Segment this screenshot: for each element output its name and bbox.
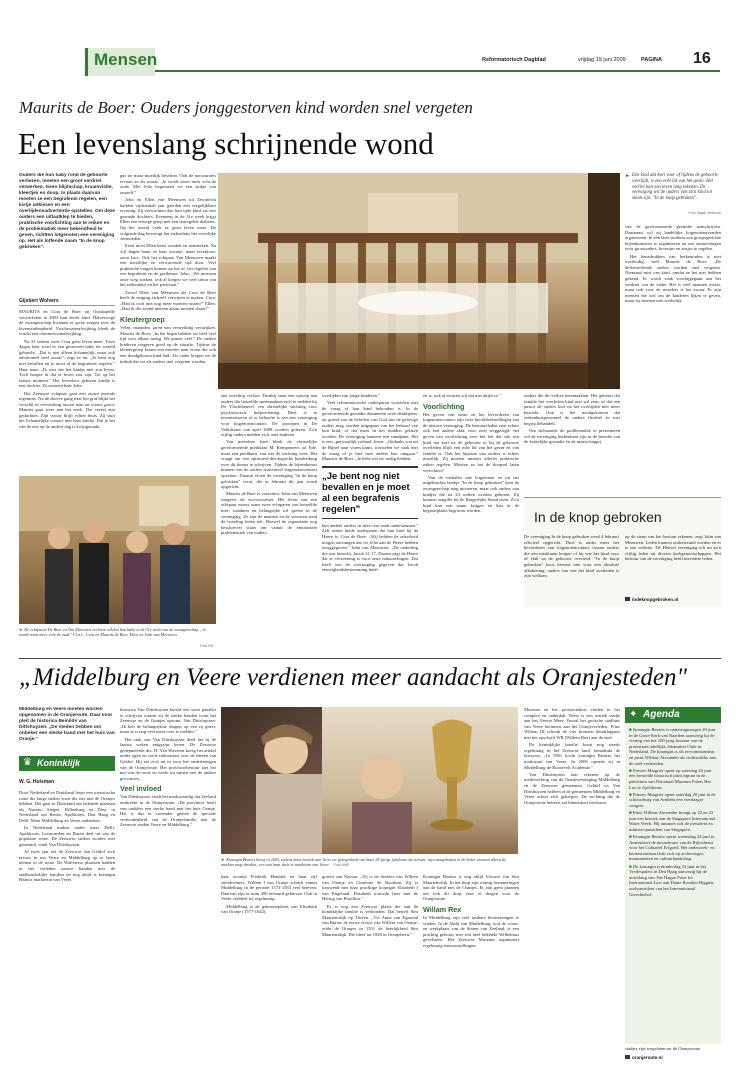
section-banner (85, 48, 158, 76)
story1-byline: Gijsbert Wolvers (19, 298, 59, 304)
header-rule (90, 70, 720, 72)
story1-intro (19, 173, 115, 308)
subhead-kleutergroep: Kleutergroep (120, 315, 165, 325)
paragraph: Het benadrukken van kerkenraden is niet overbodig, stelt Maurits de Boer. „De desbetreffende ouders worden snel vergeten. Niemand mist ons kind, omdat ze het niet hebben gekend. Er wordt vaak voorbijgegaan aan het verdriet van de vader. Het is veel mannen zwaar, maar ook voor de moeders is het zwaar. Er zijn mensen die wel om de kinderen lijken te geven, maar zij steunen niet werkelijk. (625, 253, 721, 304)
family-photo-caption (19, 627, 216, 649)
paragraph: pas ter maar moeilijk beseften. Ook de nacontroles ervaart ze als zwaar. „Je wordt nooit meer echt de oude. Met Jelte begrenzen we een stukje van onszelf." (120, 173, 216, 195)
page-header (0, 0, 738, 80)
square-bullet-icon: ■ (629, 727, 633, 732)
info-box-website[interactable] (625, 597, 678, 602)
paragraph: gravin van Nassau. „Zij is de dochter van Willem van Oranje en Charlotte de Bourbon. Zij is trouwend met haar prachtige koningin Elisabeth I van Engeland. Elisabeth trouwde later met de Hertog van Bouillon." (322, 874, 418, 902)
page-label: PAGINA (641, 57, 662, 63)
agenda-item-text: Koningin Beatrix is natertzagmorgen 20 juni in de Grote Kerk van Naarden aanwezig bij de viering van het 100-jarig bestaan van de protestants adellijke Johanniter Orde in Nederland. De koningin is als erecommandeur en prins Willem-Alexander als rechtsridder aan de orde verbonden. (629, 727, 716, 766)
paragraph: Zowel Ellen van Meeuwen als Cora de Boer heeft de neiging zichzelf verwijten te maken. Cora: „Had ik toch niet nog meer moeten rusten?" Ellen: „Had ik die avond meteen alarm moeten slaan?" (120, 289, 216, 312)
paragraph: Middelburg is de geboorteplaats van Elisabeth van Oranje (1577-1642). (221, 903, 317, 915)
paragraph: en is, ook al ervaren wij dat niet altijd zo." (423, 393, 502, 398)
paragraph: In Middelburg zijn veel tastbare herinneringen te vinden. In de Abdij van Middelburg, ooit de woon- en werkplaats van de Staten van Zeeland, is een prachtig gebouw met een heel bekende Wilhelmus gevelsteen. Het Zeeuwse Museum organiseert regelmatig tentoonstellingen. (423, 914, 519, 948)
paragraph: van de gereformeerde gezindte aanschrijven. Daarnaast wil zij landelijke lotgenotenavonden organiseren. In een later stadium zou groepsgerichte bijeenkomsten te organiseren en om ontmoetingen voor grootouders, broertjes en zusjes te regelen. (625, 224, 721, 252)
paragraph: Maurits de Boer is voorzitter, John van Meeuwen fungeert als vicevoorzitter. Het leven van een echtpaar moest soms twee echtparen van hetzelfde mee- maakten en belangrijke rol spelen in de vereniging. Ze zijn de mannen en de vrouwen rond de tweeling leden telt. Hoewel de organisatie nog beschreven staan om vanuit de emotionele problematiek van ouders. (221, 491, 317, 536)
square-bullet-icon: ■ (629, 767, 633, 773)
paragraph: Van Dittshuyzen kan rekenen op de medewerking van de Oranjevereniging Middelburg en de Zeeuwse gemeenten. Geldof en Van Dittshuyzen hebben al de gemeenten Middelburg en Veere achter zich gekregen. De stichting die de Oranjeroute beheert zal binnenkort beslissen. (524, 771, 620, 805)
newspaper-name: Reformatorisch Dagblad (482, 57, 546, 63)
cup-illustration (322, 707, 518, 854)
paragraph: historica Van Dittshuyzen bereid een soort pamflet te schrijven waarin zij de sterke banden toont het Zeeuwse en de Oranjes opsomt. Van Dittshuyzen: „Ik heb de belangrijkste dingen op een rij gezet, maar er is nog veel meer over te melden." (120, 707, 216, 735)
footer-text: stadjes zijn toegelaten tot de Oranjeroute. (625, 1046, 702, 1051)
family-photo-credit: Foto RD (200, 644, 214, 648)
agenda-list (629, 727, 717, 1007)
paragraph: Koningin Beatrix is nog altijd Vrouwe van Sint Maartensdijk. In het dorp zijn weinig herinneringen aan de band met de Oranjes. Er zijn geen plannen om ook dit dorp voor te dragen voor de Oranjeroute. (423, 874, 519, 902)
square-bullet-icon: ■ (629, 834, 633, 840)
story2-byline: W. G. Hulsman (19, 779, 55, 785)
agenda-item (629, 810, 717, 832)
paragraph: overlijden van jonge kinderen." (322, 393, 381, 398)
crib-illustration (218, 173, 620, 389)
koninklijk-text: Koninklijk (37, 758, 81, 768)
info-box-heading: In de knop gebroken (534, 509, 662, 525)
star-icon: ✦ (629, 709, 638, 720)
paragraph: Al twee jaar zet de Zeeuwse Jan Geldof zich ervoor in om Veere en Middelburg op te laten nemen in de route. De Walcherse plaatsen hadden in het verleden nauwe banden met de stadhouderlijke families en nog altijd is koningin Beatrix markiezin van Veere. (19, 849, 115, 883)
story1-column-3 (221, 393, 317, 607)
paragraph: De vereniging In de knop gebroken werd 4 februari officieel opgericht. Doel is onder meer het bevorderen van lotgenotencontact tussen ouders die een miskraam kregen of bij wie het kind voor of vlak na de geboorte overleed. "In de knop gebroken" koos bewust niet voor een absolute afbakening: ouders van wie het kind overleden is zijn welkom. (524, 534, 619, 579)
website-link[interactable]: indeknopgebroken.nl (632, 597, 679, 602)
paragraph: John en Ellen van Meeuwen uit Dordrecht hadden vijftienhalf jaar geleden een vergelijkbare ervaring. Zij verwachten dan hun tijde kind, na vier gezonde dochters. Eveneens in de 31e week krijgt Ellen een ietwige griep met een ontregelde diabetes. Op die avond voelt ze geen leven meer. De volgende dag bevestigt het ziekenhuis het vreselijke vermoeden. (120, 196, 216, 242)
caption-text: Koningin Beatrix kreeg in 2005, tijdens haar bezoek aan Veere ter gelegenheid van haar 25-jarige jubileum als vorstin, wijn aangeboden in de beker waaruit alleen de markies mag drinken; een van haar titels is markiezin van Veere. (221, 857, 507, 868)
agenda-item (629, 727, 717, 766)
agenda-item (629, 792, 717, 809)
crown-icon: ♛ (23, 757, 32, 768)
photo-quote-text: Een kind dat kort voor of tijdens de geboorte overlijdt, is een echt lid van het gezin. Het verlies kan een leven lang tekenen. De vereniging wil de ouders van zo'n kind tot steun zijn. "In de knop gebroken". (632, 173, 719, 202)
paragraph: Het geven van steun en het bevorderen van lotgenotencontact zijn twee hoofddoelstellingen van de nieuwe vereniging. De bestuursleden zien echter ook een andere taak voor zich weggelegd: het geven van voorlichting over het feit dat ook een kind dat kort na de geboorte of bij de geboorte overleden blijft een echt lid van het gezin en van familie is. Ook het bijstaan van ouders is echter moeilijk. Zij moeten immers allerlei praktische zaken regelen. Moeten ze het de doopsel laten verrichten? (423, 411, 519, 473)
story2-column-1 (19, 790, 115, 1044)
triangle-bullet-icon: ► (19, 627, 25, 632)
paragraph: ouders die dit verlies meemaakten. Het gebeurt dat familie het overleden kind niet wil zien, of dat een pastor de ouders kort na het overlijden niet meer bezoekt. Ook is het noodgekomen dat ziekenhuispersoneel de ouders flexibel en met begrip behandelt. (524, 393, 620, 426)
cup-photo (322, 707, 518, 854)
subhead-willam-rex: Willam Rex (423, 904, 462, 914)
caption-text: De echtparen De Boer en Van Meeuwen verloren allebei hun baby in de 31e week van de zwangerschap. „Je wordt nooit meer echt de oude" V.l.n.r.: Cora en Maurits de Boer, Ellen en John van Meeuwen. (19, 627, 207, 638)
website-link[interactable]: oranjeroute.nl (632, 1055, 663, 1060)
oranjeroute-website[interactable] (625, 1055, 663, 1060)
agenda-title: Agenda (643, 709, 680, 720)
family-photo (19, 476, 216, 624)
story1-headline: Een levenslang schrijnende wond (18, 126, 434, 161)
square-bullet-icon: ■ (629, 791, 633, 797)
info-box-column-2 (625, 534, 721, 594)
agenda-item (629, 768, 717, 790)
agenda-item-text: Koningin Beatrix opent woensdag 24 juni in Amersfoort de nieuwbouw van de Rijksdienst voor het Cultureel Erfgoed. Het onderzoek- en kenniscentrum richt zich op archeologie, monumenten en cultuurlandschap. (629, 834, 715, 862)
paragraph: MAURITS en Cora de Boer uit Oostkapelle verwachtten in 2003 hun derde kind. Halverwege de zwangerschap kwamen er grote zorgen over de levensvatbaarheid. Vruchtwaterafwijking bleek de vrucht een chromosoomafwijking. (19, 309, 115, 337)
story2-column-2 (120, 707, 216, 1044)
subhead-veel-invloed: Veel invloed (120, 784, 162, 794)
paragraph: In Nederland maken onder meer Delft, Apeldoorn, Leeuwarden en Buren deel uit van de populaire route. De Zeeuwse steden worden niet genoemd, vindt Van Dittshuyzen. (19, 825, 115, 847)
story1-column-2 (120, 173, 216, 471)
story1-column-4 (322, 393, 418, 607)
photo-quote-credit: Foto Sjaak Verboom (688, 211, 721, 215)
link-icon (625, 597, 630, 601)
story1-kicker: Maurits de Boer: Ouders jonggestorven kind worden snel vergeten (19, 98, 473, 117)
story1-column-7 (625, 224, 721, 493)
byline-rule (19, 305, 115, 306)
subhead-voorlichting: Voorlichting (423, 401, 465, 411)
info-box-column-1 (524, 534, 619, 606)
paragraph: Door Nederland en Duitsland loopt een toeristische route die langs steden voert die iets met de Oranjes hebben. Het gaat in Duitsland om bekende plaatsen als Nassau, Siegen, Dillenburg en Diez, in Nederland om Breda, Apeldoorn, Den Haag en Delft. Maar Middelburg en Veere ontbreken. (19, 790, 115, 823)
paragraph: De koninklijke familie komt nog steeds regelmatig in het Zeeuwse land, benadrukt de historica. „In 1981 kocht koningin Beatrix het markizaat van Veere. In 2006 opende zij in Middelburg de Roosevelt Academie." (524, 742, 620, 770)
story1-column-5 (423, 393, 519, 607)
crib-photo (218, 173, 620, 389)
paragraph: op de steun van het bestuur rekenen, zegt John van Meeuwen. Leden kunnen ondersteund worden en er is een website. De Heuvel vereniging telt nu zo'n vijftig leden uit diverse kerkgenootschappen. Het bestuur van de vereniging heeft meerdere leden. (625, 534, 721, 562)
paragraph: Na 31 weken voelt Cora geen leven meer. Twee dagen later werd er een gestorven baby ter wereld gebracht. „Dat is niet alleen lichamelijk, maar ook emotioneel heel zwaar", zegt ze nu. „Je bent nog niet bevallen en je moet al de begrafenis regelen." Haar man: „Ik wist dat het kindje niet zou leven. Toch hoopte ik dat er leven zou zijn. Tot op het laatste moment." Het levenloos geboren kindje is een dochter. Ze noemen haar Jelte. (19, 338, 115, 389)
paragraph: Van de verhalen van lotgenoten en uit het uitgebrachte boekje "In de knop gebroken" kent de zwangerschap mag uitvoeren, maar ook ouders van kindjes die na 24 weken worden geboren. Zij kunnen aangifte bij de Burgerlijke Stand doen. Zo'n kind kan een naam krijgen en kan in de begraafplaats begraven worden. (423, 474, 519, 514)
triangle-bullet-icon: ► (221, 857, 227, 862)
paragraph: een tweeling verloor. Daarbij staat een oproep aan ouders die hetzelfde meemaakten zich te melden bij De Vluchtheuvel, een christelijke stichting voor psychosociale hulpverlening. Doel is te inventariseren of er behoefte is aan een vereniging voor lotgenotencontact. De oproepen in De Volkskrant van april 2008 worden gelezen. Zo'n vijftig ouders melden zich, met anderen. (221, 393, 317, 438)
page-number: 16 (693, 50, 711, 67)
story1-intro-text: Ouders die hun baby rond de geboorte verliezen, moeten een groot verdriet verwerken. Geen blijdschap, kraamvisite, kleertjes en doop. In plaats daarvan moeten ze een begrafenis regelen, een kistje uitkiezen en een overlijdensadvertentie opstellen. Om deze ouders een uitlaatklep te bieden, praktische voorlichting aan te reiken en de problematiek meer bekendheid te geven, richtten lotgenoten een vereniging op. Het als lotfende naam "In de knop gebroken". (19, 173, 115, 250)
square-bullet-icon: ■ (629, 810, 633, 816)
paragraph: Eerst moet Ellen beter worden en aansterken. Na vijf dagen baart ze haar zoontje, maar levenloos: zoon Jaco. Ook het echtpaar Van Meeuwen maakt een moeilijke en verwarrende tijd door. Veel praktische vragen komen op het af, het regelen van een begrafenis en de grafkeuze. John: „We moesten onze weg zoeken, ook al kregen we veel steun van het ziekenhuis en het pastoraat." (120, 243, 216, 288)
agenda-item-text: De koningin is donderdag 25 juni in het Vredespaleis in Den Haag aanwezig bij de uitreiking van The Hague Prize for International Law aan Dame Rosalyn Higgins, oud-president van het Internationaal Gerechtshof. (629, 863, 715, 897)
agenda-item (629, 834, 717, 862)
queen-photo-credit: Foto ANP (333, 863, 350, 868)
story-divider (19, 658, 721, 659)
story1-column-6 (524, 393, 620, 493)
agenda-footer-text (625, 1046, 721, 1053)
story2-intro (19, 707, 115, 751)
story2-column-3 (221, 874, 317, 1044)
paragraph: Velen, maanden, jaren van verwerking verstrijken. Maurits de Boer: „In het begin hebben we heel veel tijd voor elkaar nodig. We praten veel." De oudere kinderen reageren goed op de situatie. Tijdens de kleutergroep kwam een moeder naar voren die ook een doodgeboren kind had. Als vader kregen we de indruk dat we als ouders snel vergeten worden. (120, 325, 216, 364)
paragraph: Van Dittshuyzen vindt het merkwaardig dat Zeeland ontbreekt in de Oranjeroute. „De provincie heeft van oudsher een sterke band met het huis Oranje. Het is dus te vreemder gezien de speciale verbondenheid van de Oranjefamilie met de Zeeuwse steden Veere en Middelburg." (120, 794, 216, 828)
triangle-bullet-icon: ► (625, 174, 630, 179)
link-icon (625, 1055, 630, 1059)
story2-column-4 (322, 874, 418, 1044)
photo-quote-box (625, 173, 721, 218)
paragraph: haar zoontje Frederik Hendrik en haar vijf stiefdochters. Willem I van Oranje schrijft vanuit Middelburg in de periode 1573-1583 veel brieven. Daarvan zijn er ruim 300 bewaard gebleven. Ook in Veere verbleef hij regelmatig. (221, 874, 317, 902)
agenda-item-text: Prinses Margriet opent zaterdag 20 juni in de schouwburg van Arnhem een vierdaagse congres. (629, 791, 716, 808)
paragraph: Om stilstaande de problematiek te presenteren wil de vereniging herkenbaar zijn in de breedte van de kerkelijke gezindte en de maatschappij. (524, 428, 620, 445)
agenda-header (625, 707, 721, 723)
agenda-item-text: Prins Willem-Alexander brengt op 22 en 23 juni een bezoek aan de Singapore International Water Week. Hij ontmoet ook de president en minister-president van Singapore. (629, 810, 716, 832)
story1-column-1 (19, 309, 115, 471)
paragraph: ken andere ouders in deze tere zaak ondersteunen." Zelf weten beide ouderparen dat hun kind bij de Heere is. Cora de Boer: „Wij hebben de zekerheid mogen ontvangen dat we Jelte aan de Heere hebben teruggegeven." John van Meeuwen: „De onderling die ons besocht, Jacob 31:17. Daarin zegt de Heere dat er verzoening is voor onze nakomelingen. Dat heeft ons de overtuiging gegeven dat Jacob eeuwigheidsbestemming heeft. (322, 522, 418, 573)
agenda-box (625, 707, 721, 1044)
story2-column-5 (423, 874, 519, 1044)
square-bullet-icon: ■ (629, 863, 633, 869)
pullquote-text: „Je bent nog niet bevallen en je moet al een begrafenis regelen" (322, 470, 410, 515)
story2-intro-text: Middelburg en Veere moeten worden opgenomen in de Oranjeroute. Daar voor pleit de historica Beinilds van Dittshuyzen. „De steden hebben om onbeker een sterke band met het huis van Oranje." (19, 707, 115, 742)
family-illustration (19, 476, 216, 624)
story2-column-6 (524, 707, 620, 1044)
koninklijk-label (19, 756, 115, 771)
paragraph: Museum en het provinciehuis vinden in het complex en onderdak. Veere is een rustiek stadje aan het Veerse Meer. Vooral het gotische stadhuis van Veere herinnert aan het Oranjeverleden. Prins Willem III schonk de vier bronzen deurkloppers met het opschrift WR (Willem Rex) aan de stad. (524, 707, 620, 740)
paragraph: Veel reformatorische ouderparen worstelen met de vraag of hun kind behouden is. In de gereformeerde gezindte domineren twee denklijnen: op grond van de beloften van God aan de gelovige ouders mag worden uitgegaan van het behoud van hun kind, of dat moet in het midden gelaten worden. De vereniging hanteert een standpunt. Het is een „persoonlijk verhaal, Jezus. „Ondanks wat uit de Bijbel naar voren komt, worstelen we vaak met de vraag of je hier mee anders kan omgaan." Mauritis de Boer. „Je hebt wat we nodig hebben. (322, 400, 418, 462)
agenda-item (629, 864, 717, 898)
info-box (524, 497, 721, 607)
paragraph: Het Zeeuwse echtpaar gaat een zware periode tegemoet. Na de droeve gang naar het graf blijkt het verschil in verwerking tussen man en vrouw groot. Maurits gaat weer aan het werk. Dat verzet zijn gedachten. Zijn vrouw blijft echter thuis. Zij stuit het lichamelijke contact met haar kindje. Dat je het van de ene op de andere dag is kwijtgeraakt. (19, 390, 115, 430)
pullquote (322, 466, 418, 519)
agenda-item-text: Prinses Margriet opent op zaterdag 20 juni een herstelde historisch uitzichtpunt in de paleistuin van Nationaal Museum Paleis Het Loo te Apeldoorn. (629, 767, 712, 790)
story2-headline: „Middelburg en Veere verdienen meer aandacht als Oranjesteden" (19, 664, 687, 691)
paragraph: Er is nog een Zeeuwse plaats die aan de koninklijke familie is verbonden. Dat betreft Sint Maartensdijk op Tholen. „Via Anna van Egmond van Buren, de eerste vrouw van Willem van Oranje, erfde de Oranjes in 1551 de heerlijkheid Sint Maartensdijk. Die bleef tot 1828 in Oranjebezit." (322, 903, 418, 937)
queen-photo-caption (221, 857, 518, 871)
issue-date: vrijdag 19 juni 2009 (578, 57, 626, 63)
section-title: Mensen (94, 50, 158, 69)
paragraph: Van meerdere kant bleek de christelijke gereformeerde predikant M. Kempeneers uit Ede, maar een predikant, van wie de stichting weet. Het vraagt om een spiritueel-theologische handreiking over dit thema te schrijven. Tijdens de bijeenkomst kunnen van de ouders structureel lotgenotencontact opzetten. Daaruit vloeit de vereniging "In de knop gebroken" voort, die in februari dit jaar wordt opgericht. (221, 439, 317, 490)
paragraph: Het stuk van Van Dittshuyzen deed het tij de laatste weken enigszins keren. De Zeeuwse gedeputeerde drs. H. Van Waveren kreeg het artikel onder ogen en werd enthousiast over de ideeën van Geldof. Hij zet zich nu in voor het onderbrengen van de Oranjeroute. Het provinciebestuur ziet het nut van de route en werkt nu samen met de andere provincies. (120, 736, 216, 781)
